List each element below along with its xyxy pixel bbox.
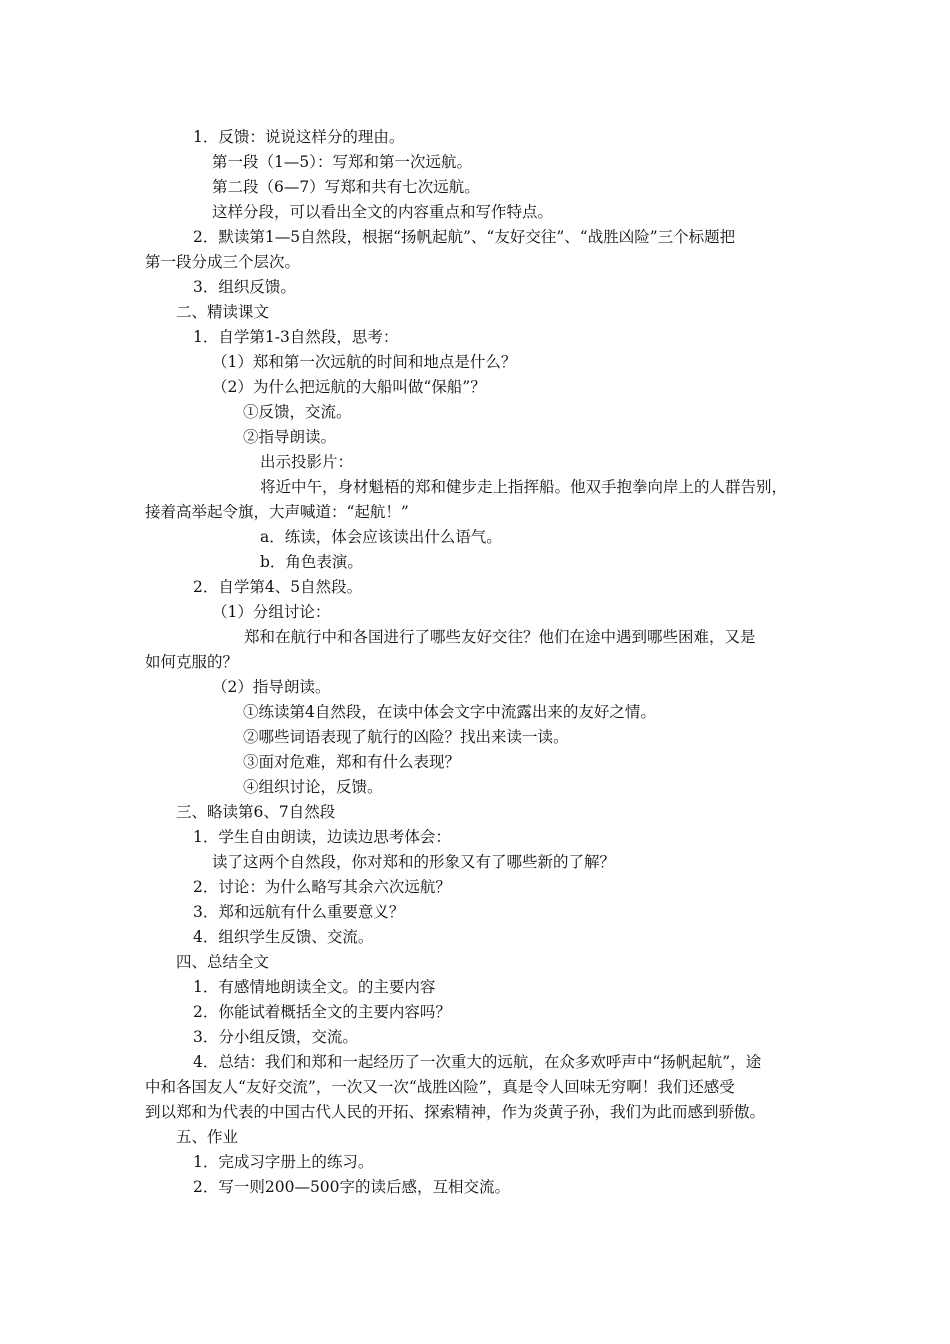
- skim-item-4: 4．组织学生反馈、交流。: [193, 928, 374, 946]
- practice-a: a．练读，体会应该读出什么语气。: [260, 528, 502, 546]
- conclusion-paragraph: [145, 1050, 815, 1125]
- section-heading-3: 三、略读第6、7自然段: [176, 803, 336, 821]
- summary-item-3: 3．分小组反馈，交流。: [193, 1028, 358, 1046]
- reading-step-1: ①练读第4自然段，在读中体会文字中流露出来的友好之情。: [243, 703, 656, 721]
- reading-step-2: ②哪些词语表现了航行的凶险？找出来读一读。: [243, 728, 569, 746]
- silent-reading-paragraph: [145, 225, 815, 275]
- feedback-item-1: 1．反馈：说说这样分的理由。: [193, 128, 405, 146]
- paragraph-line: 如何克服的？: [145, 653, 239, 671]
- division-note: 这样分段，可以看出全文的内容重点和写作特点。: [212, 203, 554, 221]
- reading-step-3: ③面对危难，郑和有什么表现？: [243, 753, 461, 771]
- section-heading-2: 二、精读课文: [176, 303, 270, 321]
- homework-item-1: 1．完成习字册上的练习。: [193, 1153, 374, 1171]
- step-guided-reading: ②指导朗读。: [243, 428, 337, 446]
- discussion-paragraph: [145, 625, 815, 675]
- group-discussion: （1）分组讨论：: [212, 603, 331, 621]
- paragraph-line: 到以郑和为代表的中国古代人民的开拓、探索精神，作为炎黄子孙，我们为此而感到骄傲。: [145, 1103, 766, 1121]
- skim-item-1: 1．学生自由朗读，边读边思考体会：: [193, 828, 451, 846]
- homework-item-2: 2．写一则200—500字的读后感，互相交流。: [193, 1178, 511, 1196]
- feedback-item-3: 3．组织反馈。: [193, 278, 296, 296]
- section-two-summary: 第二段（6—7）写郑和共有七次远航。: [212, 178, 480, 196]
- question-2: （2）为什么把远航的大船叫做“保船”？: [212, 378, 486, 396]
- skim-item-3: 3．郑和远航有什么重要意义？: [193, 903, 405, 921]
- step-feedback: ①反馈，交流。: [243, 403, 352, 421]
- guided-reading: （2）指导朗读。: [212, 678, 331, 696]
- reading-step-4: ④组织讨论，反馈。: [243, 778, 383, 796]
- section-one-summary: 第一段（1—5）：写郑和第一次远航。: [212, 153, 472, 171]
- paragraph-line: 2．默读第1—5自然段，根据“扬帆起航”、“友好交往”、“战胜凶险”三个标题把: [193, 228, 736, 246]
- paragraph-line: 郑和在航行中和各国进行了哪些友好交往？他们在途中遇到哪些困难，又是: [244, 628, 756, 646]
- study-item-1: 1．自学第1-3自然段，思考：: [193, 328, 399, 346]
- summary-item-2: 2．你能试着概括全文的主要内容吗？: [193, 1003, 451, 1021]
- question-1: （1）郑和第一次远航的时间和地点是什么？: [212, 353, 517, 371]
- study-item-2: 2．自学第4、5自然段。: [193, 578, 363, 596]
- paragraph-line: 将近中午，身材魁梧的郑和健步走上指挥船。他双手抱拳向岸上的人群告别，: [260, 478, 788, 496]
- summary-item-1: 1．有感情地朗读全文。的主要内容: [193, 978, 436, 996]
- skim-item-2: 2．讨论：为什么略写其余六次远航？: [193, 878, 451, 896]
- section-heading-4: 四、总结全文: [176, 953, 270, 971]
- skim-question: 读了这两个自然段，你对郑和的形象又有了哪些新的了解？: [212, 853, 616, 871]
- projection-paragraph: [145, 475, 815, 525]
- practice-b: b．角色表演。: [260, 553, 363, 571]
- paragraph-line: 接着高举起令旗，大声喊道：“起航！”: [145, 503, 409, 521]
- paragraph-line: 第一段分成三个层次。: [145, 253, 301, 271]
- paragraph-line: 4．总结：我们和郑和一起经历了一次重大的远航，在众多欢呼声中“扬帆起航”，途: [193, 1053, 762, 1071]
- projection-label: 出示投影片：: [260, 453, 354, 471]
- paragraph-line: 中和各国友人“友好交流”，一次又一次“战胜凶险”，真是令人回味无穷啊！我们还感受: [145, 1078, 735, 1096]
- section-heading-5: 五、作业: [176, 1128, 239, 1146]
